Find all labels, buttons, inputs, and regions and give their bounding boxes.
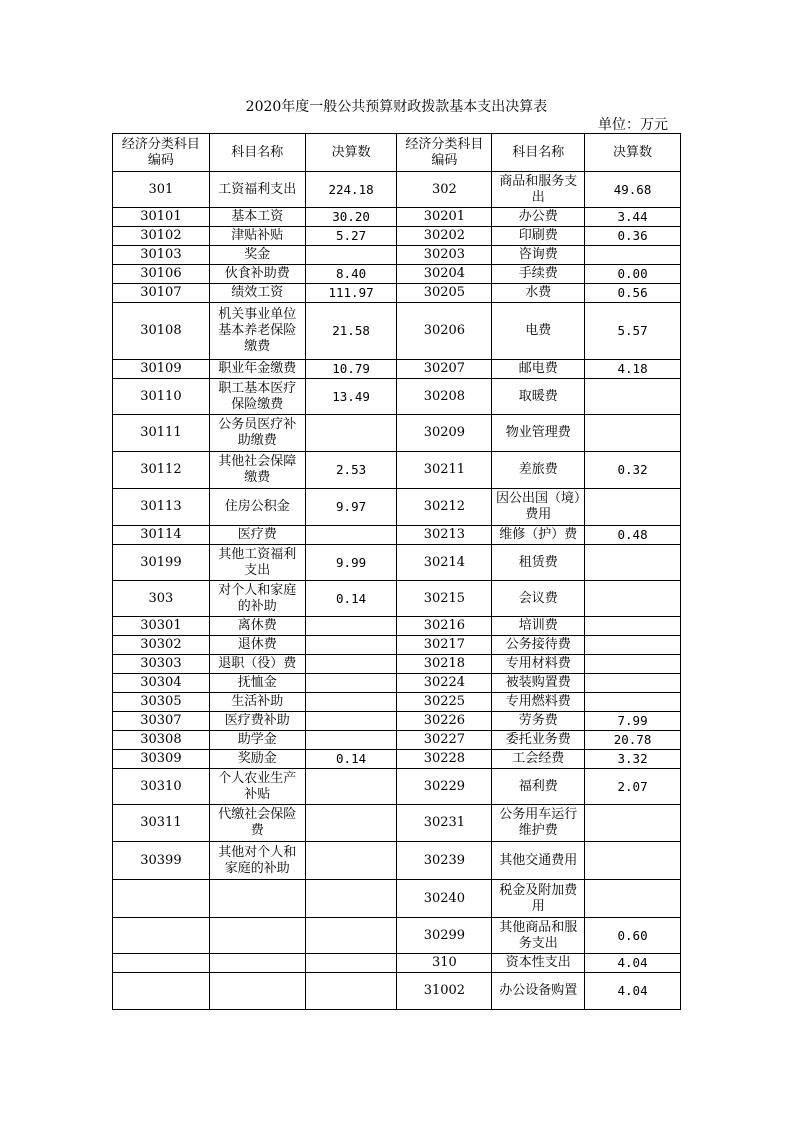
cell-amount-left [305, 526, 397, 545]
table-row [113, 526, 681, 545]
cell-code-right: 31002 [397, 973, 492, 1010]
cell-code-right: 30206 [397, 303, 492, 360]
cell-code-right: 30202 [397, 227, 492, 246]
cell-code-left: 30304 [113, 674, 210, 693]
cell-amount-left: 13.49 [305, 379, 397, 415]
cell-code-right: 30226 [397, 712, 492, 731]
cell-amount-right: 4.04 [585, 973, 681, 1010]
table-row [113, 489, 681, 526]
table-row [113, 805, 681, 842]
cell-code-right: 30225 [397, 693, 492, 712]
cell-code-left: 30309 [113, 750, 210, 769]
cell-amount-left [305, 918, 397, 954]
cell-amount-right: 0.32 [585, 452, 681, 489]
table-row [113, 693, 681, 712]
cell-code-left: 301 [113, 172, 210, 208]
cell-name-left: 职业年金缴费 [209, 360, 305, 379]
cell-amount-right [585, 489, 681, 526]
cell-name-left: 工资福利支出 [209, 172, 305, 208]
table-row [113, 581, 681, 617]
cell-code-right: 30224 [397, 674, 492, 693]
cell-amount-right [585, 545, 681, 581]
cell-name-right: 水费 [492, 284, 585, 303]
cell-name-left: 其他工资福利支出 [209, 545, 305, 581]
cell-name-right: 办公费 [492, 208, 585, 227]
cell-amount-left [305, 674, 397, 693]
cell-name-right: 工会经费 [492, 750, 585, 769]
table-row [113, 265, 681, 284]
cell-amount-left: 21.58 [305, 303, 397, 360]
cell-name-right: 被装购置费 [492, 674, 585, 693]
cell-name-left: 个人农业生产补贴 [209, 769, 305, 805]
cell-code-right: 30214 [397, 545, 492, 581]
cell-code-right: 30228 [397, 750, 492, 769]
cell-amount-left: 0.14 [305, 581, 397, 617]
cell-name-right: 税金及附加费用 [492, 880, 585, 918]
table-row [113, 636, 681, 655]
cell-name-left [209, 880, 305, 918]
cell-amount-right [585, 842, 681, 880]
cell-code-right: 30204 [397, 265, 492, 284]
cell-name-right: 印刷费 [492, 227, 585, 246]
cell-amount-left [305, 712, 397, 731]
cell-name-left: 伙食补助费 [209, 265, 305, 284]
table-row [113, 712, 681, 731]
cell-amount-right [585, 655, 681, 674]
cell-code-left [113, 973, 210, 1010]
cell-name-left [209, 973, 305, 1010]
cell-code-right: 30203 [397, 246, 492, 265]
cell-name-left: 对个人和家庭的补助 [209, 581, 305, 617]
cell-name-right: 取暖费 [492, 379, 585, 415]
table-row [113, 954, 681, 973]
cell-code-right: 30215 [397, 581, 492, 617]
table-row [113, 880, 681, 918]
table-row [113, 246, 681, 265]
table-row [113, 973, 681, 1010]
cell-amount-left [305, 880, 397, 918]
cell-name-right: 物业管理费 [492, 415, 585, 452]
cell-name-left: 奖励金 [209, 750, 305, 769]
cell-amount-right: 2.07 [585, 769, 681, 805]
cell-amount-right: 0.56 [585, 284, 681, 303]
table-row [113, 284, 681, 303]
cell-name-right: 差旅费 [492, 452, 585, 489]
table-row [113, 360, 681, 379]
cell-name-left: 津贴补贴 [209, 227, 305, 246]
budget-table [112, 133, 681, 1010]
cell-code-right: 302 [397, 172, 492, 208]
cell-code-left: 30110 [113, 379, 210, 415]
table-row [113, 731, 681, 750]
cell-name-left: 公务员医疗补助缴费 [209, 415, 305, 452]
cell-name-left [209, 954, 305, 973]
table-row [113, 750, 681, 769]
cell-code-right: 30217 [397, 636, 492, 655]
cell-code-right: 30212 [397, 489, 492, 526]
cell-code-right: 310 [397, 954, 492, 973]
cell-name-right: 专用燃料费 [492, 693, 585, 712]
cell-code-left: 30311 [113, 805, 210, 842]
table-row [113, 617, 681, 636]
table-row [113, 545, 681, 581]
cell-amount-left: 224.18 [305, 172, 397, 208]
cell-amount-left [305, 842, 397, 880]
cell-amount-right: 5.57 [585, 303, 681, 360]
header-amount-right: 决算数 [585, 134, 681, 172]
cell-name-left: 退职（役）费 [209, 655, 305, 674]
header-name-right: 科目名称 [492, 134, 585, 172]
cell-amount-right: 0.48 [585, 526, 681, 545]
cell-code-left: 30199 [113, 545, 210, 581]
cell-name-right: 资本性支出 [492, 954, 585, 973]
table-row [113, 452, 681, 489]
cell-amount-left: 0.14 [305, 750, 397, 769]
cell-code-left [113, 918, 210, 954]
cell-code-left: 30107 [113, 284, 210, 303]
cell-amount-right: 4.04 [585, 954, 681, 973]
cell-name-right: 邮电费 [492, 360, 585, 379]
cell-name-left: 退休费 [209, 636, 305, 655]
cell-code-left: 30111 [113, 415, 210, 452]
cell-code-left [113, 954, 210, 973]
cell-code-right: 30213 [397, 526, 492, 545]
table-row [113, 227, 681, 246]
cell-name-right: 其他交通费用 [492, 842, 585, 880]
cell-amount-left: 30.20 [305, 208, 397, 227]
cell-name-left: 医疗费补助 [209, 712, 305, 731]
cell-amount-left [305, 617, 397, 636]
cell-name-right: 福利费 [492, 769, 585, 805]
cell-name-right: 公务接待费 [492, 636, 585, 655]
cell-name-right: 因公出国（境）费用 [492, 489, 585, 526]
cell-amount-left [305, 954, 397, 973]
cell-amount-left: 2.53 [305, 452, 397, 489]
cell-amount-right: 4.18 [585, 360, 681, 379]
header-name-left: 科目名称 [209, 134, 305, 172]
table-row [113, 303, 681, 360]
cell-name-right: 劳务费 [492, 712, 585, 731]
cell-code-left: 30303 [113, 655, 210, 674]
cell-amount-right [585, 880, 681, 918]
cell-code-left: 30301 [113, 617, 210, 636]
cell-amount-left [305, 731, 397, 750]
table-row [113, 379, 681, 415]
cell-name-left: 离休费 [209, 617, 305, 636]
cell-amount-left: 9.97 [305, 489, 397, 526]
cell-code-left: 30101 [113, 208, 210, 227]
cell-amount-left [305, 246, 397, 265]
cell-name-right: 公务用车运行维护费 [492, 805, 585, 842]
cell-amount-left: 111.97 [305, 284, 397, 303]
cell-amount-left: 5.27 [305, 227, 397, 246]
cell-code-left: 30103 [113, 246, 210, 265]
cell-name-left: 奖金 [209, 246, 305, 265]
cell-name-left: 医疗费 [209, 526, 305, 545]
cell-code-left: 30112 [113, 452, 210, 489]
cell-name-right: 办公设备购置 [492, 973, 585, 1010]
cell-name-left: 助学金 [209, 731, 305, 750]
page-title: 2020年度一般公共预算财政拨款基本支出决算表 [245, 99, 548, 115]
cell-code-right: 30231 [397, 805, 492, 842]
cell-code-right: 30209 [397, 415, 492, 452]
cell-amount-right: 3.44 [585, 208, 681, 227]
cell-name-right: 培训费 [492, 617, 585, 636]
header-code-left: 经济分类科目编码 [113, 134, 210, 172]
cell-code-left: 303 [113, 581, 210, 617]
cell-amount-right [585, 246, 681, 265]
cell-name-left: 抚恤金 [209, 674, 305, 693]
cell-amount-right: 0.00 [585, 265, 681, 284]
cell-code-left [113, 880, 210, 918]
cell-name-left: 其他社会保障缴费 [209, 452, 305, 489]
unit-label: 单位：万元 [598, 117, 668, 133]
cell-amount-left [305, 973, 397, 1010]
cell-code-left: 30108 [113, 303, 210, 360]
cell-amount-right [585, 581, 681, 617]
table-row [113, 172, 681, 208]
cell-code-left: 30305 [113, 693, 210, 712]
cell-amount-left: 10.79 [305, 360, 397, 379]
cell-name-left: 基本工资 [209, 208, 305, 227]
cell-code-right: 30207 [397, 360, 492, 379]
cell-amount-right [585, 617, 681, 636]
cell-code-right: 30205 [397, 284, 492, 303]
cell-code-left: 30109 [113, 360, 210, 379]
cell-code-right: 30239 [397, 842, 492, 880]
cell-name-right: 租赁费 [492, 545, 585, 581]
cell-code-left: 30399 [113, 842, 210, 880]
cell-name-right: 维修（护）费 [492, 526, 585, 545]
cell-code-left: 30308 [113, 731, 210, 750]
cell-amount-left: 8.40 [305, 265, 397, 284]
cell-code-right: 30229 [397, 769, 492, 805]
cell-name-left [209, 918, 305, 954]
table-row [113, 208, 681, 227]
cell-amount-right [585, 805, 681, 842]
table-row [113, 918, 681, 954]
cell-name-right: 咨询费 [492, 246, 585, 265]
cell-name-right: 电费 [492, 303, 585, 360]
table-row [113, 769, 681, 805]
cell-code-left: 30102 [113, 227, 210, 246]
cell-amount-left: 9.99 [305, 545, 397, 581]
cell-name-left: 机关事业单位基本养老保险缴费 [209, 303, 305, 360]
cell-amount-left [305, 655, 397, 674]
cell-amount-right [585, 636, 681, 655]
cell-code-left: 30302 [113, 636, 210, 655]
table-row [113, 842, 681, 880]
cell-name-right: 手续费 [492, 265, 585, 284]
cell-name-right: 其他商品和服务支出 [492, 918, 585, 954]
cell-amount-right [585, 693, 681, 712]
cell-amount-left [305, 636, 397, 655]
cell-name-right: 商品和服务支出 [492, 172, 585, 208]
header-code-right: 经济分类科目编码 [397, 134, 492, 172]
cell-amount-right [585, 379, 681, 415]
table-row [113, 655, 681, 674]
cell-code-left: 30113 [113, 489, 210, 526]
cell-amount-left [305, 805, 397, 842]
cell-amount-right: 0.60 [585, 918, 681, 954]
table-row [113, 415, 681, 452]
cell-name-left: 生活补助 [209, 693, 305, 712]
header-amount-left: 决算数 [305, 134, 397, 172]
cell-amount-right: 0.36 [585, 227, 681, 246]
cell-code-right: 30216 [397, 617, 492, 636]
cell-amount-right [585, 674, 681, 693]
cell-name-left: 住房公积金 [209, 489, 305, 526]
cell-code-right: 30240 [397, 880, 492, 918]
cell-name-right: 专用材料费 [492, 655, 585, 674]
cell-code-right: 30208 [397, 379, 492, 415]
cell-amount-right: 7.99 [585, 712, 681, 731]
cell-amount-left [305, 415, 397, 452]
table-row [113, 674, 681, 693]
cell-code-right: 30299 [397, 918, 492, 954]
cell-name-left: 其他对个人和家庭的补助 [209, 842, 305, 880]
cell-amount-right: 3.32 [585, 750, 681, 769]
cell-name-left: 代缴社会保险费 [209, 805, 305, 842]
cell-code-left: 30310 [113, 769, 210, 805]
cell-amount-left [305, 693, 397, 712]
cell-code-right: 30218 [397, 655, 492, 674]
cell-name-right: 会议费 [492, 581, 585, 617]
cell-amount-left [305, 769, 397, 805]
cell-code-left: 30114 [113, 526, 210, 545]
cell-code-right: 30201 [397, 208, 492, 227]
cell-code-right: 30227 [397, 731, 492, 750]
cell-code-left: 30307 [113, 712, 210, 731]
cell-code-right: 30211 [397, 452, 492, 489]
cell-name-right: 委托业务费 [492, 731, 585, 750]
cell-amount-right: 49.68 [585, 172, 681, 208]
cell-code-left: 30106 [113, 265, 210, 284]
cell-name-left: 绩效工资 [209, 284, 305, 303]
cell-amount-right: 20.78 [585, 731, 681, 750]
header-row [113, 134, 681, 172]
cell-name-left: 职工基本医疗保险缴费 [209, 379, 305, 415]
cell-amount-right [585, 415, 681, 452]
